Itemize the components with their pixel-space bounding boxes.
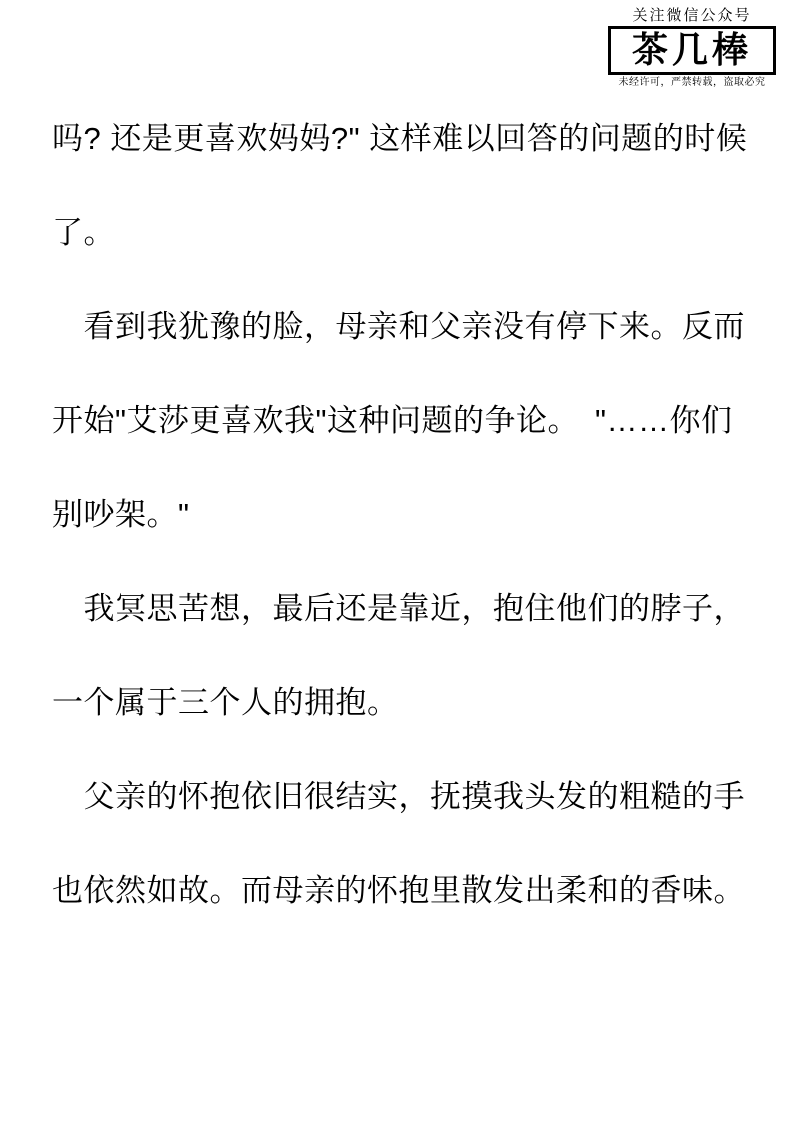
watermark-copyright-notice: 未经许可，严禁转载，盗取必究 (618, 76, 766, 88)
paragraph: 父亲的怀抱依旧很结实，抚摸我头发的粗糙的手也依然如故。而母亲的怀抱里散发出柔和的香味。 (52, 779, 745, 908)
paragraph: 看到我犹豫的脸，母亲和父亲没有停下来。反而开始"艾莎更喜欢我"这种问题的争论。 "……你们别吵架。" (52, 309, 745, 532)
watermark-top-text: 关注微信公众号 (632, 7, 752, 24)
watermark (608, 8, 776, 88)
watermark-brand-name: 茶几棒 (631, 29, 752, 70)
paragraph: 我冥思苦想，最后还是靠近，抱住他们的脖子，一个属于三个人的拥抱。 (52, 591, 745, 720)
watermark-logo-box (608, 26, 776, 75)
paragraph: 吗? 还是更喜欢妈妈?" 这样难以回答的问题的时候了。 (52, 121, 748, 250)
document-body (52, 92, 752, 938)
